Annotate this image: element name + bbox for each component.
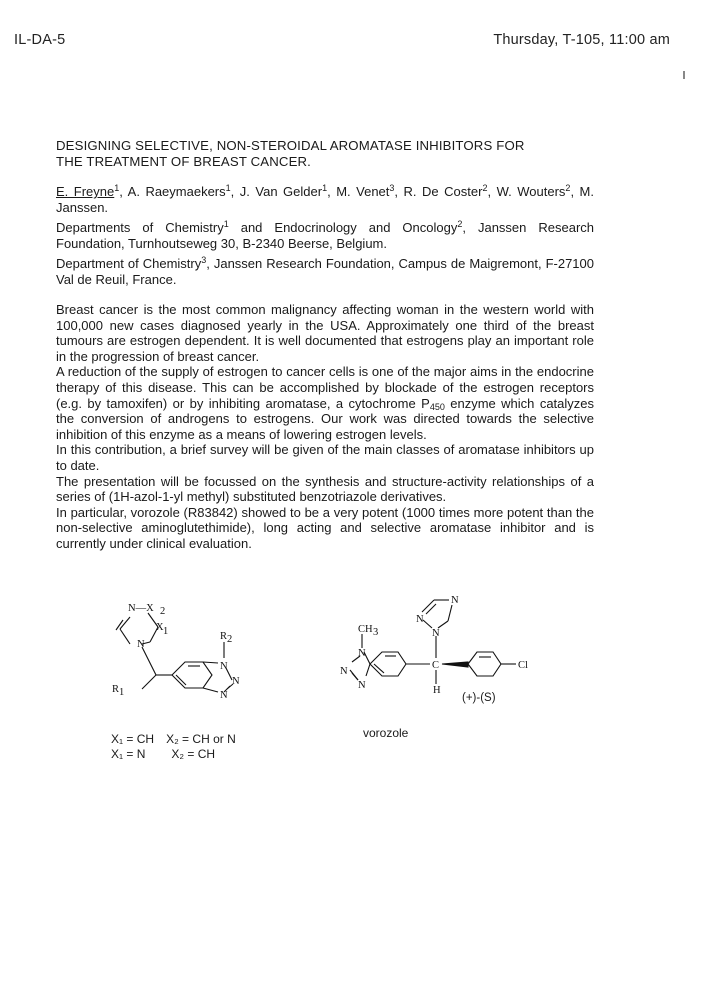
label-n: N [432,628,440,639]
label-c: C [432,660,440,671]
abstract-paragraph [56,364,594,442]
presenting-author: E. Freyne [56,184,115,199]
abstract-title [56,138,596,170]
legend-row-1 [111,732,236,747]
stereo-descriptor: (+)-(S) [462,692,496,704]
legend-x2: X₂ = CH or N [166,732,236,746]
affiliation-1 [56,220,594,251]
author: , M. Janssen. [56,184,594,215]
affil-mark: 1 [114,183,120,193]
subscript: 450 [429,401,445,412]
affiliation-2 [56,256,594,287]
label-n: N [416,614,424,625]
affil-text: and Endocrinology and Oncology [228,220,458,235]
legend-x1: X₁ = CH [111,732,155,746]
affil-text: Department of Chemistry [56,256,202,271]
affil-text: Departments of Chemistry [56,220,224,235]
author: , A. Raeymaekers [119,184,226,199]
label-sub: 3 [373,627,379,638]
author: , W. Wouters [487,184,566,199]
abstract-paragraph: In particular, vorozole (R83842) showed to be a very potent (1000 times more potent than the non-selective aminoglutethimide), long acting and selective aromatase inhibitor and is currently under clinical evaluation. [56,504,594,551]
title-line-2: THE TREATMENT OF BREAST CANCER. [56,154,311,169]
scan-mark [683,71,685,79]
label-n-x2: N—X [128,603,154,614]
author: , M. Venet [327,184,390,199]
label-n: N [358,680,366,691]
title-line-1: DESIGNING SELECTIVE, NON-STEROIDAL AROMATASE INHIBITORS FOR [56,138,525,153]
label-r2: R [220,631,228,642]
author-list [56,184,594,215]
affil-mark: 2 [565,183,571,193]
affil-text: , Janssen Research Foundation, Turnhoutseweg 30, B-2340 Beerse, Belgium. [56,220,594,251]
abstract-paragraph: Breast cancer is the most common malignancy affecting woman in the western world with 100,000 new cases diagnosed yearly in the USA. Approximately one third of the breast tumours are estrogen dependent. It is well documented that estrogens play an important role in the progression of breast cancer. [56,302,594,364]
legend-x1: X₁ = N [111,747,146,761]
label-sub: 1 [163,626,169,637]
label-h: H [433,685,441,696]
label-n: N [358,648,366,659]
label-ch3: CH [358,624,373,635]
compound-name: vorozole [363,726,409,740]
author: , R. De Coster [394,184,483,199]
label-n: N [220,661,228,672]
abstract-code: IL-DA-5 [14,32,66,48]
affil-mark: 2 [457,219,463,229]
label-n: N [340,666,348,677]
legend-row-2 [111,747,215,762]
label-r1: R [112,684,120,695]
abstract-paragraph: In this contribution, a brief survey will be given of the main classes of aromatase inhibitors up to date. [56,442,594,473]
session-info: Thursday, T-105, 11:00 am [493,32,670,48]
label-sub: 2 [160,606,166,617]
label-n: N [137,639,145,650]
affil-mark: 2 [482,183,488,193]
label-n: N [232,676,240,687]
label-n: N [220,690,228,701]
label-x1: X [156,622,164,633]
label-cl: Cl [518,660,528,671]
legend-x2: X₂ = CH [171,747,216,761]
abstract-body [56,302,594,552]
affil-mark: 3 [201,255,207,265]
abstract-paragraph: The presentation will be focussed on the synthesis and structure-activity relationships of a series of (1H-azol-1-yl methyl) substituted benzotriazole derivatives. [56,473,594,505]
author: , J. Van Gelder [230,184,323,199]
abstract-text: A reduction of the supply of estrogen to cancer cells is one of the major aims in the endocrine therapy of this disease. This can be accomplished by blockade of the estrogen receptors (e.g. by tamoxifen) or by inhibiting aromatase, a cytochrome P [56,364,594,411]
label-sub: 1 [119,687,125,698]
affil-mark: 1 [225,183,231,193]
abstract-text: enzyme which catalyzes the conversion of androgens to estrogens. Our work was directed towards the selective inhibition of this enzyme as a means of lowering estrogen levels. [56,395,595,442]
affil-mark: 1 [322,183,328,193]
affil-mark: 1 [223,219,229,229]
label-sub: 2 [227,634,233,645]
affil-text: , Janssen Research Foundation, Campus de Maigremont, F-27100 Val de Reuil, France. [56,256,594,287]
affil-mark: 3 [389,183,395,193]
label-n: N [451,595,459,606]
